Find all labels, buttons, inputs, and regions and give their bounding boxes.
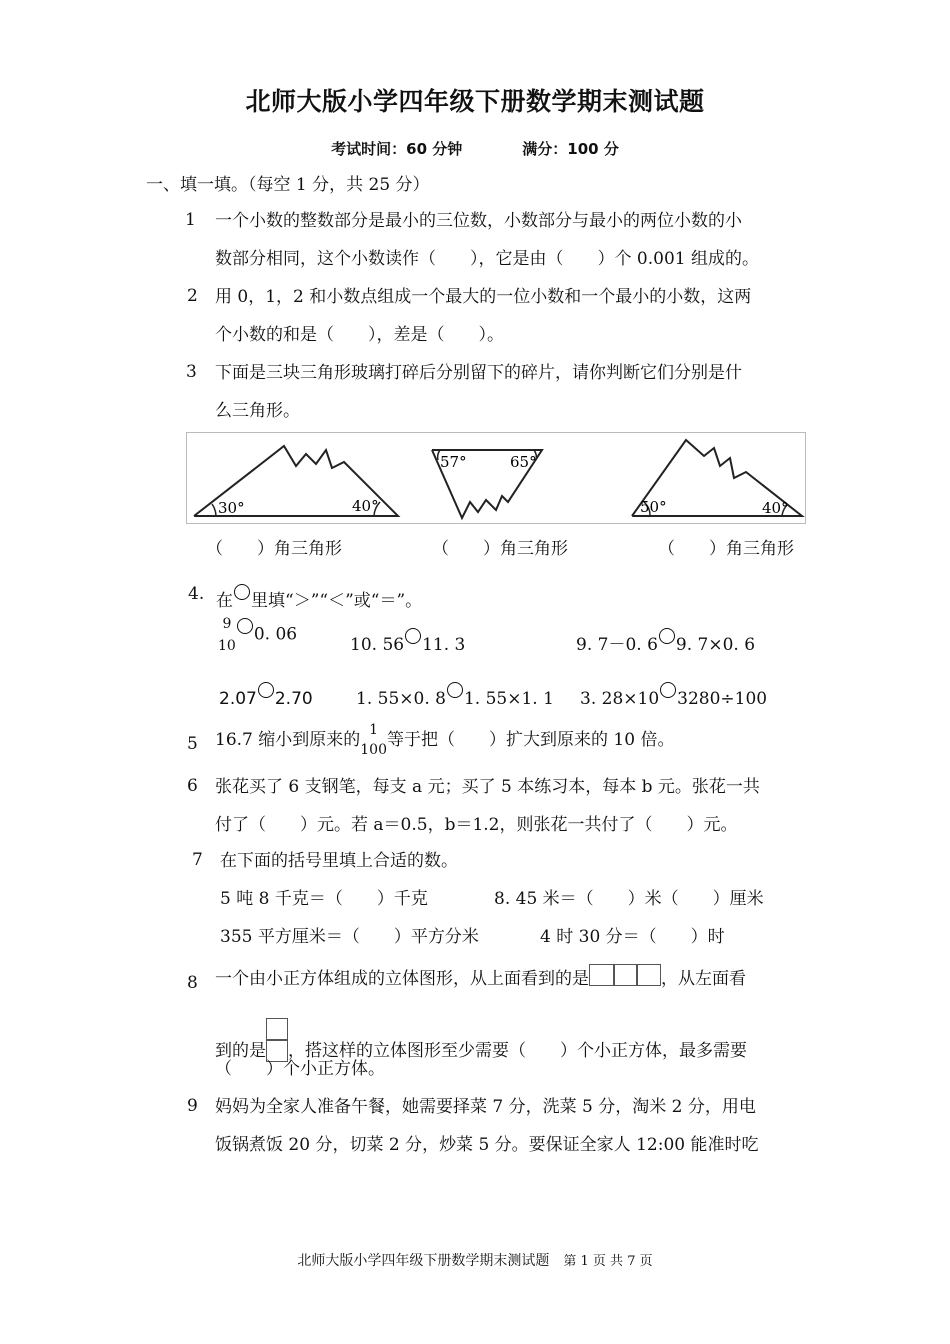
compare-circle-icon	[659, 628, 675, 644]
exam-time: 考试时间：60 分钟	[331, 140, 463, 158]
q4-intro-a: 在	[216, 591, 233, 611]
angle-label-40b: 40°	[762, 499, 789, 517]
q3-line2: 么三角形。	[215, 401, 300, 421]
q5-text-b: 等于把（ ）扩大到原来的 10 倍。	[387, 730, 675, 750]
compare-circle-icon	[234, 584, 250, 600]
q4-item-5	[356, 682, 554, 710]
frac-denominator: 100	[360, 742, 387, 758]
q7-item-1: 5 吨 8 千克＝（ ）千克	[220, 889, 428, 909]
q1-line2: 数部分相同，这个小数读作（ ），它是由（ ）个 0.001 组成的。	[215, 249, 759, 269]
fragment-1-arc-left	[212, 504, 216, 516]
q4-r2c1b: 2.70	[274, 689, 313, 709]
page-title: 北师大版小学四年级下册数学期末测试题	[245, 87, 705, 116]
q4-r1c1: 0. 06	[253, 624, 298, 645]
q2-line1: 用 0，1，2 和小数点组成一个最大的一位小数和一个最小的小数，这两	[215, 287, 752, 307]
q4-r2c1a: 2.07	[219, 689, 257, 709]
q8-text-c: 到的是	[215, 1041, 266, 1061]
q4-r2c2b: 1. 55×1. 1	[463, 689, 554, 709]
q8-number: 8	[187, 973, 198, 993]
angle-label-30: 30°	[218, 499, 245, 517]
q4-r2c2a: 1. 55×0. 8	[356, 689, 446, 709]
frac-denominator: 10	[218, 638, 236, 654]
q7-line1: 在下面的括号里填上合适的数。	[220, 851, 458, 871]
q8-line1	[215, 964, 746, 990]
compare-circle-icon	[447, 682, 463, 698]
fraction-1-100	[360, 720, 387, 760]
q4-r1c3b: 9. 7×0. 6	[675, 635, 756, 655]
q4-r1c3a: 9. 7－0. 6	[576, 635, 658, 655]
angle-label-57: 57°	[440, 453, 467, 471]
q7-item-4: 4 时 30 分＝（ ）时	[540, 927, 725, 947]
q4-item-1	[218, 614, 297, 656]
q9-number: 9	[187, 1096, 198, 1116]
q9-line1: 妈妈为全家人准备午餐，她需要择菜 7 分，洗菜 5 分，淘米 2 分，用电	[215, 1097, 756, 1117]
q8-line2	[215, 1018, 747, 1062]
footer-page-number: 第 1 页 共 7 页	[563, 1254, 653, 1269]
q1-number: 1	[185, 210, 196, 230]
triangle-fragments-figure	[186, 432, 808, 526]
q4-item-3	[576, 628, 755, 656]
q6-line2: 付了（ ）元。若 a＝0.5，b＝1.2，则张花一共付了（ ）元。	[215, 815, 738, 835]
q6-number: 6	[187, 776, 198, 796]
left-view-icon	[266, 1018, 288, 1062]
q4-item-4	[219, 682, 313, 710]
q5-text-a: 16.7 缩小到原来的	[215, 730, 361, 750]
q4-item-6	[580, 682, 767, 710]
compare-circle-icon	[237, 618, 253, 634]
angle-label-65: 65°	[510, 453, 537, 471]
q2-number: 2	[187, 286, 198, 306]
q3-answer-2: （ ）角三角形	[432, 539, 568, 559]
fraction-9-10	[218, 614, 236, 656]
angle-label-50: 50°	[640, 498, 667, 516]
page-footer	[0, 1250, 950, 1270]
q7-item-2: 8. 45 米＝（ ）米（ ）厘米	[494, 889, 764, 909]
q6-line1: 张花买了 6 支钢笔，每支 a 元；买了 5 本练习本，每本 b 元。张花一共	[215, 777, 760, 797]
q3-number: 3	[186, 362, 197, 382]
q4-r2c3b: 3280÷100	[677, 689, 768, 709]
q9-line2: 饭锅煮饭 20 分，切菜 2 分，炒菜 5 分。要保证全家人 12:00 能准时吃	[215, 1135, 759, 1155]
q4-intro	[216, 584, 422, 612]
frac-numerator: 9	[222, 616, 232, 632]
angle-label-40: 40°	[352, 497, 379, 515]
compare-circle-icon	[660, 682, 676, 698]
q5-line	[215, 720, 674, 760]
q8-text-d: ，搭这样的立体图形至少需要（ ）个小正方体，最多需要	[288, 1041, 747, 1061]
q3-line1: 下面是三块三角形玻璃打碎后分别留下的碎片，请你判断它们分别是什	[215, 363, 742, 383]
top-view-icon	[589, 964, 661, 986]
frac-numerator: 1	[369, 722, 379, 738]
q5-number: 5	[187, 734, 198, 754]
q8-text-b: ，从左面看	[661, 969, 746, 989]
exam-score: 满分：100 分	[522, 140, 619, 158]
q3-answer-1: （ ）角三角形	[206, 539, 342, 559]
q7-number: 7	[192, 850, 203, 870]
q8-line3: （ ）个小正方体。	[215, 1059, 385, 1079]
q7-item-3: 355 平方厘米＝（ ）平方分米	[220, 927, 479, 947]
q2-line2: 个小数的和是（ ），差是（ ）。	[215, 325, 504, 345]
q4-item-2	[350, 628, 465, 656]
compare-circle-icon	[405, 628, 421, 644]
q3-answer-3: （ ）角三角形	[658, 539, 794, 559]
q4-number: 4.	[188, 584, 205, 604]
section-heading: 一、填一填。（每空 1 分，共 25 分）	[146, 175, 430, 195]
q4-intro-b: 里填“＞”“＜”或“＝”。	[251, 591, 423, 611]
q4-r1c2a: 10. 56	[350, 635, 405, 655]
q1-line1: 一个小数的整数部分是最小的三位数，小数部分与最小的两位小数的小	[215, 211, 742, 231]
q4-r2c3a: 3. 28×10	[580, 689, 660, 709]
q8-text-a: 一个由小正方体组成的立体图形，从上面看到的是	[215, 969, 589, 989]
footer-title: 北师大版小学四年级下册数学期末测试题	[297, 1253, 550, 1269]
compare-circle-icon	[258, 682, 274, 698]
exam-info	[0, 138, 950, 159]
q4-r1c2b: 11. 3	[422, 635, 466, 655]
